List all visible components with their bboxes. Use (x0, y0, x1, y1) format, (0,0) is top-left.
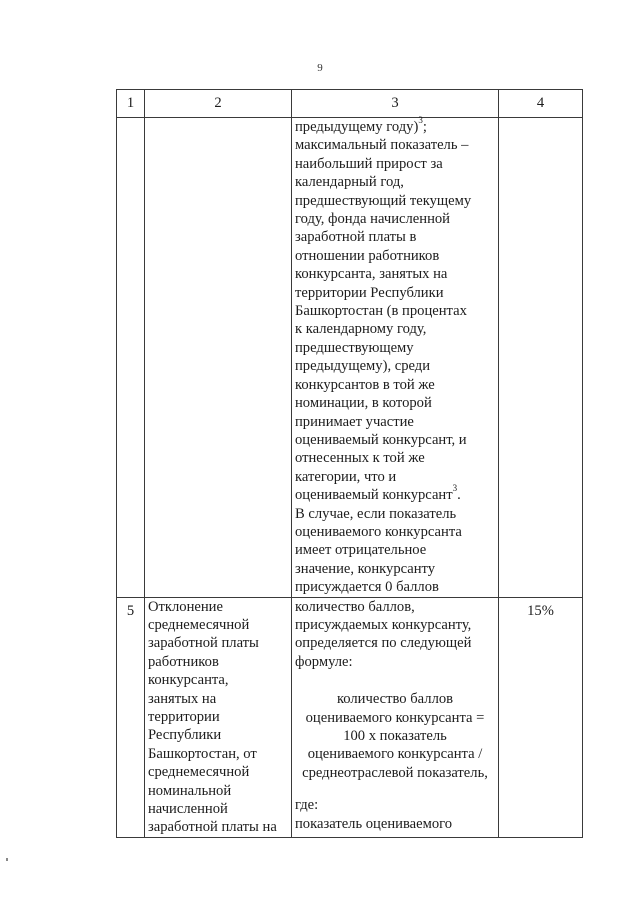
criteria-table (116, 89, 583, 838)
description-text (295, 115, 495, 597)
where-text: где: показатель оцениваемого (295, 797, 453, 832)
table-header-row (117, 90, 583, 118)
cell-number-empty (117, 118, 145, 598)
scan-mark (6, 858, 8, 861)
cell-criterion (145, 597, 292, 837)
footnote-ref-b: 3 (452, 483, 458, 494)
cell-weight: 15% (499, 597, 583, 837)
column-header-3: 3 (292, 90, 499, 118)
column-header-1: 1 (117, 90, 145, 118)
criterion-text: Отклонение среднемесячной заработной платы работников конкурсанта, занятых на территории Республики Башкортостан, от среднемесячной номинальной начисленной заработной платы на (148, 598, 277, 836)
table-row-continuation (117, 118, 583, 598)
cell-description-continuation (292, 115, 499, 598)
footnote-ref-a: 3 (418, 115, 423, 126)
column-header-4: 4 (499, 90, 583, 118)
description-part-c: . В случае, если показатель оцениваемого конкурсанта имеет отрицательное значение, конкурсанту присуждается 0 баллов (295, 487, 462, 596)
cell-weight-empty (499, 118, 583, 598)
description-part-b: ; максимальный показатель – наибольший прирост за календарный год, предшествующий текущему году, фонда начисленной заработной платы в отношении работников конкурсанта, занятых на территории Республики Башкортостан (в процентах к календарному году, предшествующему предыдущему), среди конкурсантов в той же номинации, в которой принимает участие оцениваемый конкурсант, и отнесенных к той же категории, что и оцениваемый конкурсант (295, 119, 472, 504)
column-header-2: 2 (145, 90, 292, 118)
formula-text: количество баллов оцениваемого конкурсанта = 100 х показатель оцениваемого конкурсанта / среднеотраслевой показатель, (302, 691, 488, 781)
description-intro: количество баллов, присуждаемых конкурсанту, определяется по следующей формуле: (295, 598, 472, 670)
cell-number: 5 (117, 597, 145, 837)
description-part-a: предыдущему году) (295, 119, 419, 135)
table-row-5 (117, 597, 583, 837)
page-number: 9 (317, 62, 323, 74)
cell-description (292, 597, 499, 837)
cell-criterion-empty (145, 118, 292, 598)
